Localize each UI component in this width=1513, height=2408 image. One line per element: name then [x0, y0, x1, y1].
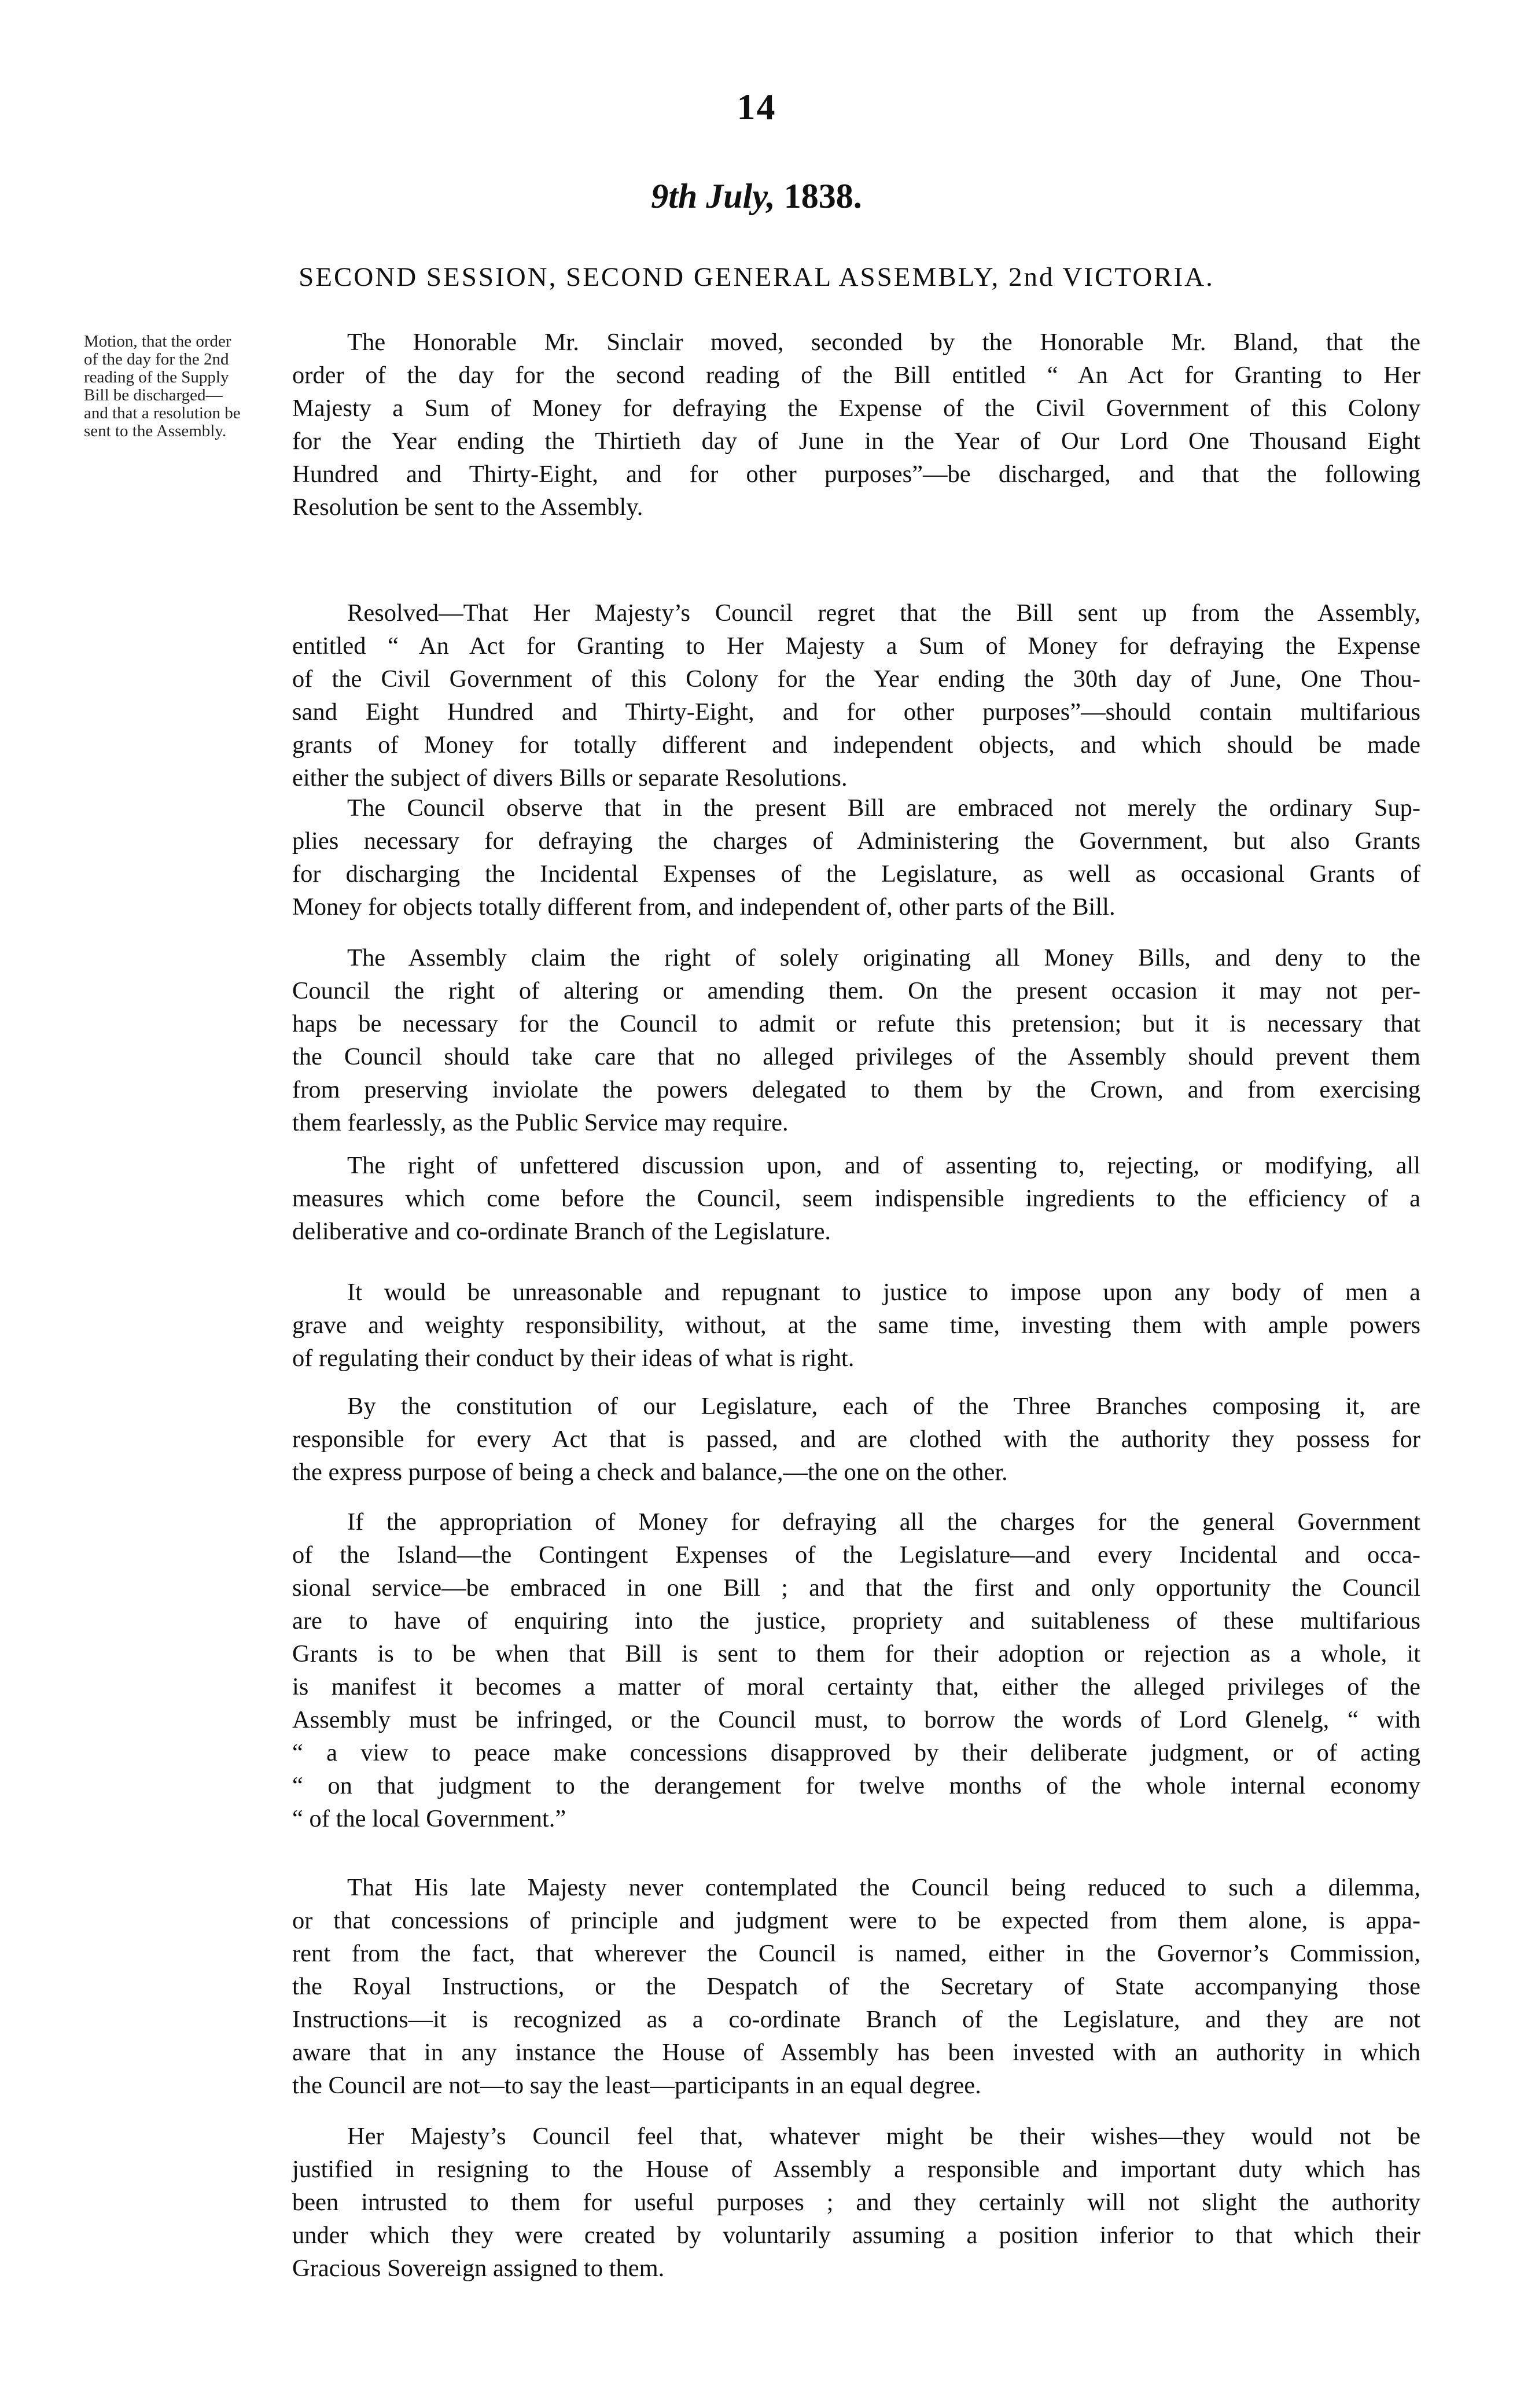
text-line: been intrusted to them for useful purposes ; and they certainly will not slight the authority — [292, 2189, 1420, 2216]
text-line: of the Island—the Contingent Expenses of the Legislature—and every Incidental and occa- — [292, 1541, 1420, 1568]
text-line: If the appropriation of Money for defraying all the charges for the general Government — [347, 1508, 1420, 1536]
paragraph-late-majesty — [292, 1871, 1420, 2102]
text-line: is manifest it becomes a matter of moral certainty that, either the alleged privileges of the — [292, 1673, 1420, 1700]
text-line: Grants is to be when that Bill is sent to them for their adoption or rejection as a whole, it — [292, 1640, 1420, 1667]
text-line: Instructions—it is recognized as a co-ordinate Branch of the Legislature, and they are not — [292, 2006, 1420, 2033]
text-line: for the Year ending the Thirtieth day of June in the Year of Our Lord One Thousand Eight — [292, 428, 1420, 455]
text-line: Majesty a Sum of Money for defraying the Expense of the Civil Government of this Colony — [292, 395, 1420, 422]
text-line: or that concessions of principle and judgment were to be expected from them alone, is appa- — [292, 1907, 1420, 1934]
text-line: responsible for every Act that is passed, and are clothed with the authority they possess for — [292, 1426, 1420, 1453]
paragraph-council-observe — [292, 791, 1420, 923]
margin-note-line: Motion, that the order — [84, 332, 231, 351]
text-line: either the subject of divers Bills or separate Resolutions. — [292, 764, 848, 791]
date-year: 1838. — [783, 177, 862, 215]
paragraph-constitution — [292, 1390, 1420, 1489]
text-line: The Assembly claim the right of solely originating all Money Bills, and deny to the — [347, 944, 1420, 971]
text-line: the Royal Instructions, or the Despatch of the Secretary of State accompanying those — [292, 1973, 1420, 2000]
text-line: haps be necessary for the Council to admit or refute this pretension; but it is necessary that — [292, 1010, 1420, 1037]
text-line: from preserving inviolate the powers delegated to them by the Crown, and from exercising — [292, 1076, 1420, 1103]
session-heading: SECOND SESSION, SECOND GENERAL ASSEMBLY, 2nd VICTORIA. — [299, 262, 1214, 292]
text-line: the Council are not—to say the least—participants in an equal degree. — [292, 2072, 981, 2099]
text-line: “ on that judgment to the derangement for twelve months of the whole internal economy — [292, 1772, 1420, 1799]
text-line: order of the day for the second reading of the Bill entitled “ An Act for Granting to Her — [292, 362, 1420, 389]
paragraph-unreasonable — [292, 1276, 1420, 1375]
text-line: That His late Majesty never contemplated the Council being reduced to such a dilemma, — [347, 1874, 1420, 1901]
text-line: By the constitution of our Legislature, each of the Three Branches composing it, are — [347, 1393, 1420, 1420]
text-line: The Council observe that in the present Bill are embraced not merely the ordinary Sup- — [347, 794, 1420, 822]
date-line — [0, 176, 1513, 216]
margin-note — [84, 333, 304, 440]
text-line: of the Civil Government of this Colony for the Year ending the 30th day of June, One Thou- — [292, 665, 1420, 693]
text-line: Resolved—That Her Majesty’s Council regret that the Bill sent up from the Assembly, — [347, 599, 1420, 627]
text-line: sand Eight Hundred and Thirty-Eight, and for other purposes”—should contain multifarious — [292, 698, 1420, 726]
text-line: sional service—be embraced in one Bill ; and that the first and only opportunity the Council — [292, 1574, 1420, 1601]
paragraph-council-feel — [292, 2120, 1420, 2285]
margin-note-line: sent to the Assembly. — [84, 422, 227, 440]
text-line: are to have of enquiring into the justice, propriety and suitableness of these multifarious — [292, 1607, 1420, 1634]
text-line: Assembly must be infringed, or the Council must, to borrow the words of Lord Glenelg, “ with — [292, 1706, 1420, 1733]
text-line: The Honorable Mr. Sinclair moved, seconded by the Honorable Mr. Bland, that the — [347, 329, 1420, 356]
text-line: Her Majesty’s Council feel that, whatever might be their wishes—they would not be — [347, 2123, 1420, 2150]
paragraph-right-discussion — [292, 1149, 1420, 1248]
margin-note-line: and that a resolution be — [84, 404, 241, 422]
text-line: grants of Money for totally different and independent objects, and which should be made — [292, 731, 1420, 759]
text-line: of regulating their conduct by their ideas of what is right. — [292, 1345, 855, 1372]
text-line: deliberative and co-ordinate Branch of the Legislature. — [292, 1218, 831, 1245]
page-number: 14 — [737, 86, 776, 127]
text-line: the express purpose of being a check and balance,—the one on the other. — [292, 1459, 1008, 1486]
text-line: Resolution be sent to the Assembly. — [292, 494, 643, 521]
paragraph-motion — [292, 326, 1420, 524]
text-line: Money for objects totally different from, and independent of, other parts of the Bill. — [292, 893, 1116, 921]
text-line: aware that in any instance the House of Assembly has been invested with an authority in which — [292, 2039, 1420, 2066]
margin-note-line: reading of the Supply — [84, 368, 229, 386]
text-line: for discharging the Incidental Expenses of the Legislature, as well as occasional Grants of — [292, 860, 1420, 888]
text-line: The right of unfettered discussion upon, and of assenting to, rejecting, or modifying, all — [347, 1152, 1420, 1179]
margin-note-line: Bill be discharged— — [84, 386, 223, 404]
text-line: “ a view to peace make concessions disapproved by their deliberate judgment, or of acting — [292, 1739, 1420, 1766]
text-line: It would be unreasonable and repugnant to justice to impose upon any body of men a — [347, 1279, 1420, 1306]
text-line: the Council should take care that no alleged privileges of the Assembly should prevent them — [292, 1043, 1420, 1070]
margin-note-line: of the day for the 2nd — [84, 350, 229, 369]
text-line: under which they were created by voluntarily assuming a position inferior to that which their — [292, 2222, 1420, 2249]
date-day: 9th July, — [651, 177, 775, 215]
text-line: Hundred and Thirty-Eight, and for other purposes”—be discharged, and that the following — [292, 461, 1420, 488]
text-line: grave and weighty responsibility, without, at the same time, investing them with ample powers — [292, 1312, 1420, 1339]
text-line: “ of the local Government.” — [292, 1805, 566, 1832]
text-line: rent from the fact, that wherever the Council is named, either in the Governor’s Commission, — [292, 1940, 1420, 1967]
text-line: entitled “ An Act for Granting to Her Majesty a Sum of Money for defraying the Expense — [292, 632, 1420, 660]
paragraph-appropriation — [292, 1505, 1420, 1835]
text-line: Gracious Sovereign assigned to them. — [292, 2255, 665, 2282]
text-line: justified in resigning to the House of Assembly a responsible and important duty which has — [292, 2156, 1420, 2183]
text-line: Council the right of altering or amending them. On the present occasion it may not per- — [292, 977, 1420, 1004]
text-line: plies necessary for defraying the charges of Administering the Government, but also Grants — [292, 827, 1420, 855]
text-line: measures which come before the Council, seem indispensible ingredients to the efficiency of a — [292, 1185, 1420, 1212]
paragraph-resolved — [292, 597, 1420, 794]
text-line: them fearlessly, as the Public Service may require. — [292, 1109, 789, 1136]
paragraph-assembly-claim — [292, 941, 1420, 1139]
